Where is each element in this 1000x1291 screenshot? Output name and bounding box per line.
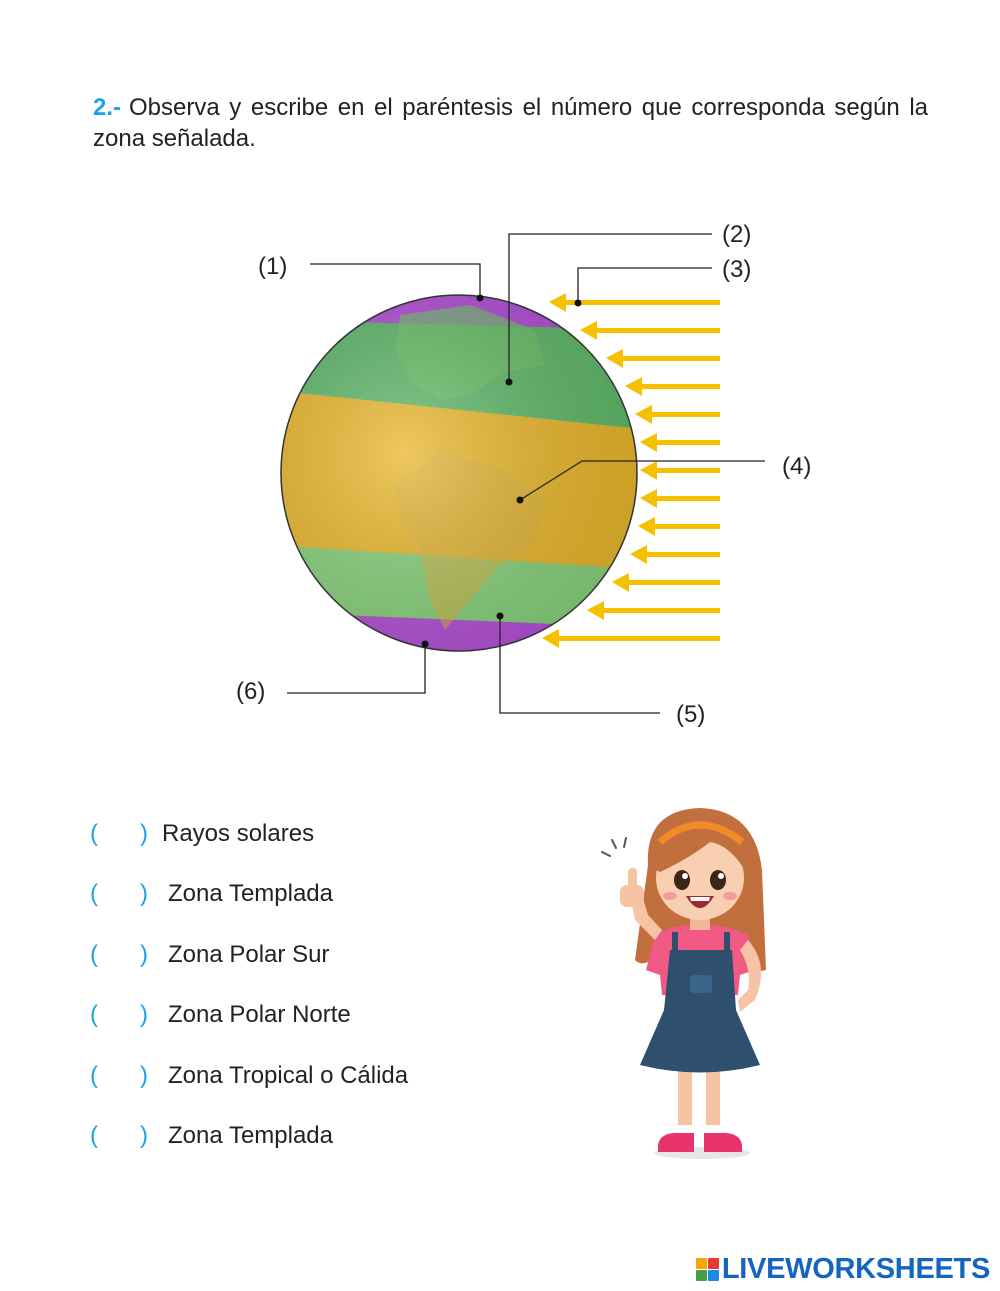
close-paren: ) (140, 1122, 148, 1149)
open-paren: ( (90, 1122, 98, 1149)
answer-input-1[interactable] (104, 819, 144, 851)
open-paren: ( (90, 880, 98, 907)
leader-dot-5 (497, 613, 504, 620)
diagram-label-1: (1) (258, 253, 288, 280)
leader-dot-3 (575, 300, 582, 307)
diagram-label-5: (5) (676, 701, 706, 728)
liveworksheets-logo-icon (696, 1258, 719, 1281)
close-paren: ) (140, 880, 148, 907)
answer-label: Zona Templada (168, 1122, 333, 1149)
ray-arrow (580, 321, 720, 340)
answer-input-5[interactable] (104, 1061, 144, 1093)
leader-dot-4 (517, 497, 524, 504)
answer-input-6[interactable] (104, 1121, 144, 1153)
open-paren: ( (90, 820, 98, 847)
close-paren: ) (140, 820, 148, 847)
brand-name: LIVEWORKSHEETS (721, 1253, 990, 1285)
earth-zones-diagram (0, 200, 1000, 740)
diagram-label-2: (2) (722, 221, 752, 248)
ray-arrow (612, 573, 720, 592)
liveworksheets-brand (696, 1253, 990, 1286)
answer-label: Zona Polar Sur (168, 941, 330, 968)
answer-label: Zona Polar Norte (168, 1001, 351, 1028)
diagram-label-6: (6) (236, 678, 266, 705)
leader-line-3 (578, 268, 712, 303)
open-paren: ( (90, 1062, 98, 1089)
close-paren: ) (140, 1062, 148, 1089)
answer-input-2[interactable] (104, 879, 144, 911)
ray-arrow (606, 349, 720, 368)
answer-label: Zona Templada (168, 880, 333, 907)
ray-arrow (630, 545, 720, 564)
leader-line-6 (287, 644, 425, 693)
question-text: Observa y escribe en el paréntesis el número que corresponda según la zona señalada. (93, 94, 928, 152)
leader-dot-6 (422, 641, 429, 648)
leader-line-1 (310, 264, 480, 298)
question-number: 2.- (93, 94, 122, 121)
ray-arrow (640, 489, 720, 508)
close-paren: ) (140, 941, 148, 968)
close-paren: ) (140, 1001, 148, 1028)
answer-label: Rayos solares (162, 820, 315, 847)
earth-globe (270, 280, 650, 680)
leader-dot-1 (477, 295, 484, 302)
ray-arrow (640, 461, 720, 480)
diagram-label-4: (4) (782, 453, 812, 480)
open-paren: ( (90, 1001, 98, 1028)
ray-arrow (542, 629, 720, 648)
ray-arrow (625, 377, 720, 396)
instruction-text (93, 92, 928, 154)
ray-arrow (635, 405, 720, 424)
ray-arrow (638, 517, 720, 536)
girl-thumbs-up-illustration (590, 800, 790, 1170)
ray-arrow (587, 601, 720, 620)
diagram-label-3: (3) (722, 256, 752, 283)
answer-label: Zona Tropical o Cálida (168, 1062, 409, 1089)
leader-dot-2 (506, 379, 513, 386)
ray-arrow (640, 433, 720, 452)
answer-input-3[interactable] (104, 940, 144, 972)
open-paren: ( (90, 941, 98, 968)
answer-input-4[interactable] (104, 1000, 144, 1032)
